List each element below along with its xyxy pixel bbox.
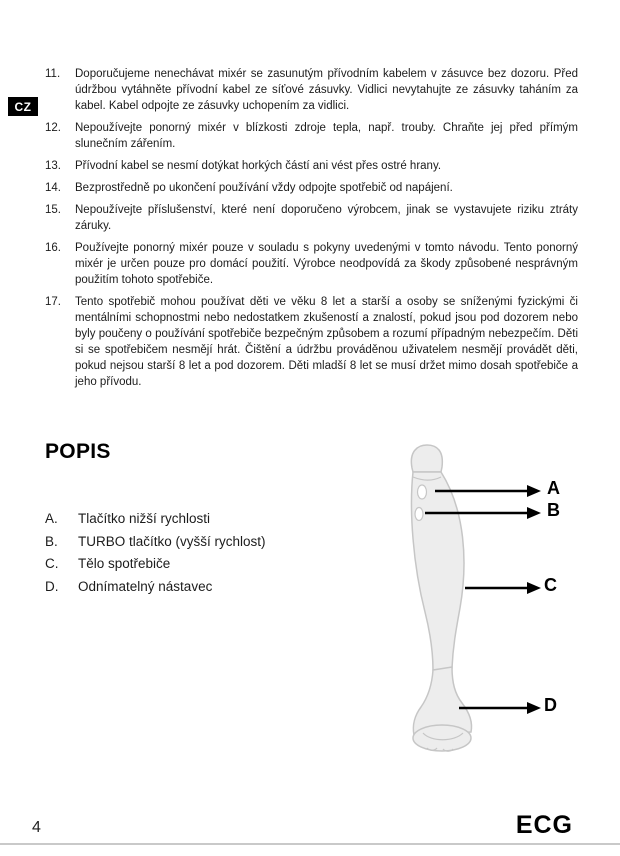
page-number: 4 xyxy=(32,819,41,836)
instruction-item xyxy=(45,66,578,114)
part-item xyxy=(45,576,266,599)
instruction-text: Nepoužívejte příslušenství, které není doporučeno výrobcem, jinak se vystavujete riziku ztráty záruky. xyxy=(75,204,578,232)
instruction-item xyxy=(45,294,578,390)
instruction-text: Nepoužívejte ponorný mixér v blízkosti zdroje tepla, např. trouby. Chraňte jej před přímým slunečním zářením. xyxy=(75,122,578,150)
language-badge: CZ xyxy=(8,97,38,116)
part-letter: C. xyxy=(45,556,59,571)
diagram-label-b: B xyxy=(547,500,560,520)
instruction-number: 17. xyxy=(45,296,61,308)
part-item xyxy=(45,508,266,531)
instruction-number: 12. xyxy=(45,122,61,134)
part-letter: D. xyxy=(45,578,59,594)
hand-blender-illustration xyxy=(375,440,620,790)
section-heading: POPIS xyxy=(45,440,111,463)
part-text: Odnímatelný nástavec xyxy=(78,578,213,594)
instruction-text: Přívodní kabel se nesmí dotýkat horkých částí ani vést přes ostré hrany. xyxy=(75,160,442,172)
blender-diagram xyxy=(375,440,620,790)
instruction-number: 13. xyxy=(45,160,61,172)
instruction-text: Bezprostředně po ukončení používání vždy odpojte spotřebič od napájení. xyxy=(75,182,453,194)
instruction-item xyxy=(45,120,578,152)
instruction-item xyxy=(45,158,578,174)
instruction-item xyxy=(45,180,578,196)
diagram-label-a: A xyxy=(547,478,560,498)
brand-logo: ECG xyxy=(515,811,573,839)
arrowheads xyxy=(527,485,541,714)
instruction-text: Doporučujeme nenechávat mixér se zasunutým přívodním kabelem v zásuvce bez dozoru. Před údržbou vytáhněte přívodní kabel ze síťové zásuvky. Vidlici nevytahujte ze zásuvky taháním za kabel. Kabel odpojte ze zásuvky uchopením za vidlici. xyxy=(75,68,578,112)
instruction-text: Používejte ponorný mixér pouze v souladu s pokyny uvedenými v tomto návodu. Tento ponorný mixér je určen pouze pro domácí použití. Výrobce neodpovídá za škody způsobené nesprávným použitím tohoto spotřebiče. xyxy=(75,242,578,286)
part-text: TURBO tlačítko (vyšší rychlost) xyxy=(78,533,266,549)
instruction-item xyxy=(45,240,578,288)
diagram-label-d: D xyxy=(544,695,557,715)
parts-list xyxy=(45,508,266,598)
instruction-number: 16. xyxy=(45,242,61,254)
part-text: Tělo spotřebiče xyxy=(78,556,171,571)
safety-instructions-list xyxy=(45,66,578,396)
instruction-text: Tento spotřebič mohou používat děti ve věku 8 let a starší a osoby se sníženými fyzickými či mentálními schopnostmi nebo nedostatkem zkušeností a znalostí, pokud jsou pod dozorem nebo byly poučeny o používání spotřebiče bezpečným způsobem a rozumí případným nebezpečím. Děti si se spotřebičem nesmějí hrát. Čištění a údržbu prováděnou uživatelem nesmějí provádět děti, pokud nejsou starší 8 let a pod dozorem. Děti mladší 8 let se musí držet mimo dosah spotřebiče a jeho přívodu. xyxy=(75,296,578,388)
instruction-number: 14. xyxy=(45,182,61,194)
part-item xyxy=(45,531,266,554)
part-item xyxy=(45,553,266,576)
part-letter: B. xyxy=(45,533,58,549)
diagram-label-c: C xyxy=(544,575,557,595)
instruction-number: 15. xyxy=(45,204,61,216)
instruction-number: 11. xyxy=(45,68,61,80)
footer-divider xyxy=(0,843,620,845)
part-text: Tlačítko nižší rychlosti xyxy=(78,511,211,526)
part-letter: A. xyxy=(45,511,58,526)
instruction-item xyxy=(45,202,578,234)
